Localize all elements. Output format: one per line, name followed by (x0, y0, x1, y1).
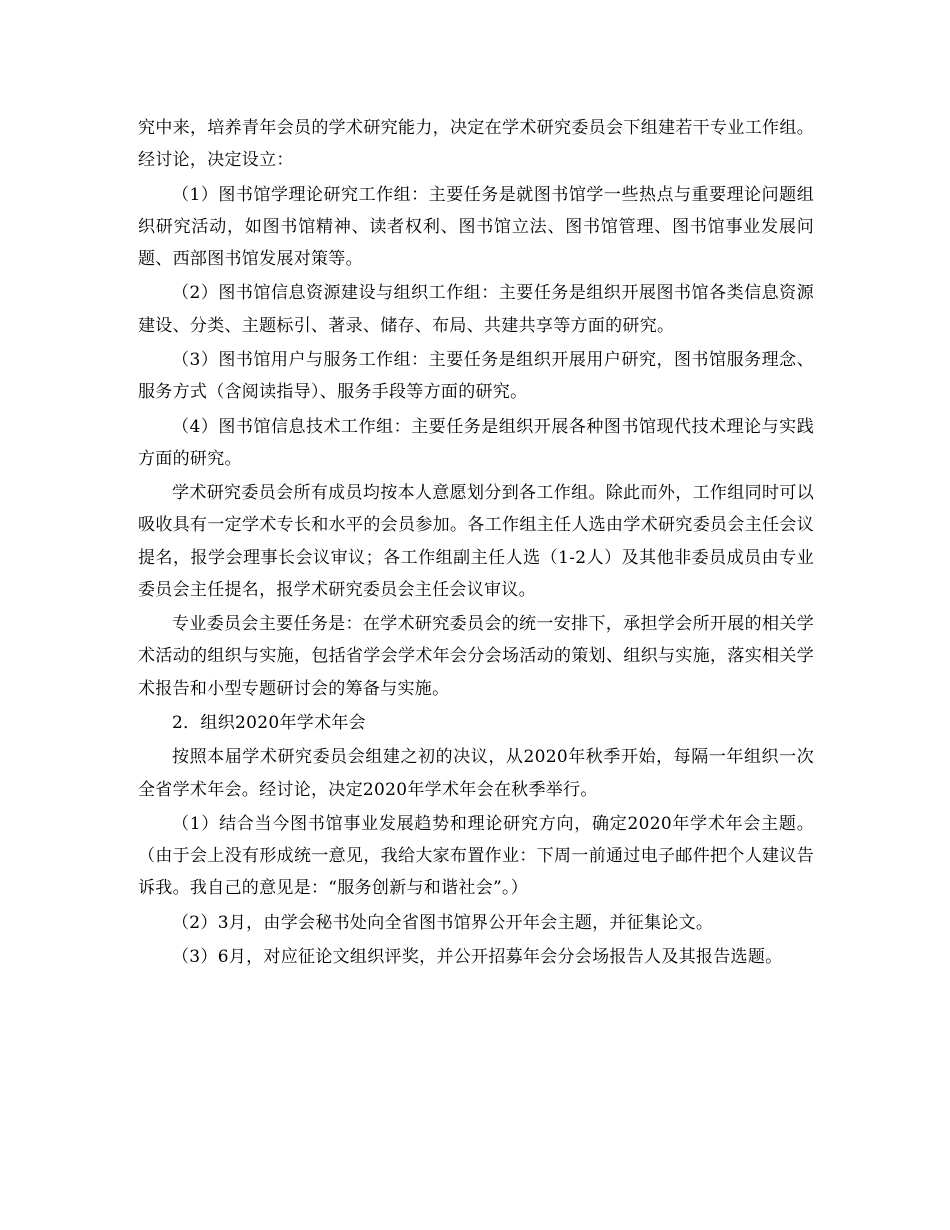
paragraph-committee-tasks: 专业委员会主要任务是：在学术研究委员会的统一安排下，承担学会所开展的相关学术活动的组织与实施，包括省学会学术年会分会场活动的策划、组织与实施，落实相关学术报告和小型专题研讨会的筹备与实施。 (138, 614, 814, 699)
paragraph-item-4-tech-group: （4）图书馆信息技术工作组：主要任务是组织开展各种图书馆现代技术理论与实践方面的研究。 (138, 416, 814, 469)
document-page (138, 112, 814, 976)
paragraph-item-2-resources-group: （2）图书馆信息资源建设与组织工作组：主要任务是组织开展图书馆各类信息资源建设、分类、主题标引、著录、储存、布局、共建共享等方面的研究。 (138, 283, 814, 336)
paragraph-meeting-theme: （1）结合当今图书馆事业发展趋势和理论研究方向，确定2020年学术年会主题。（由于会上没有形成统一意见，我给大家布置作业：下周一前通过电子邮件把个人建议告诉我。我自己的意见是：“服务创新与和谐社会”。） (138, 813, 814, 899)
paragraph-continuation: 究中来，培养青年会员的学术研究能力，决定在学术研究委员会下组建若干专业工作组。经讨论，决定设立： (138, 118, 814, 171)
paragraph-june-awards: （3）6月，对应征论文组织评奖，并公开招募年会分会场报告人及其报告选题。 (172, 947, 783, 968)
paragraph-annual-meeting-resolution: 按照本届学术研究委员会组建之初的决议，从2020年秋季开始，每隔一年组织一次全省学术年会。经讨论，决定2020年学术年会在秋季举行。 (138, 747, 814, 800)
section-heading-annual-meeting: 2．组织2020年学术年会 (172, 712, 366, 733)
paragraph-members-assignment: 学术研究委员会所有成员均按本人意愿划分到各工作组。除此而外，工作组同时可以吸收具有一定学术专长和水平的会员参加。各工作组主任人选由学术研究委员会主任会议提名，报学会理事长会议审议；各工作组副主任人选（1-2人）及其他非委员成员由专业委员会主任提名，报学术研究委员会主任会议审议。 (138, 483, 814, 600)
paragraph-item-1-theory-group: （1）图书馆学理论研究工作组：主要任务是就图书馆学一些热点与重要理论问题组织研究活动，如图书馆精神、读者权利、图书馆立法、图书馆管理、图书馆事业发展问题、西部图书馆发展对策等。 (138, 184, 814, 269)
paragraph-item-3-user-service-group: （3）图书馆用户与服务工作组：主要任务是组织开展用户研究，图书馆服务理念、服务方式（含阅读指导）、服务手段等方面的研究。 (138, 349, 814, 403)
paragraph-march-call-for-papers: （2）3月，由学会秘书处向全省图书馆界公开年会主题，并征集论文。 (172, 912, 714, 933)
